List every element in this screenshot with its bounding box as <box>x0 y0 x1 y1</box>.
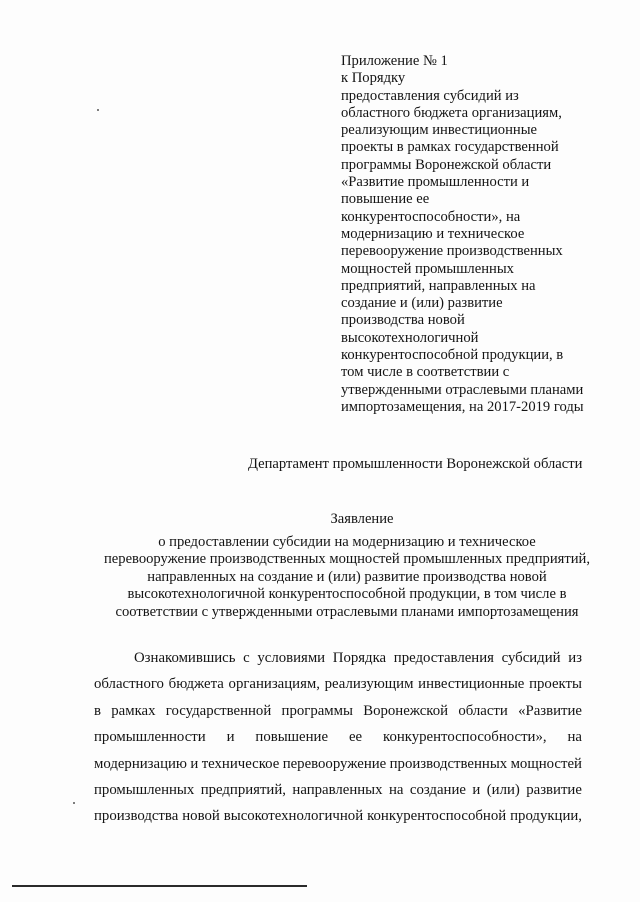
body-word: государственной <box>165 702 272 719</box>
body-word: бюджета <box>168 676 224 693</box>
body-word: модернизацию <box>94 755 187 772</box>
subtitle-line: направленных на создание и (или) развитие производства новой <box>147 568 547 585</box>
subtitle-line: о предоставлении субсидии на модернизацию и техническое <box>158 534 536 550</box>
appendix-line: предоставления субсидий из <box>341 87 519 104</box>
department-name: Департамент промышленности Воронежской области <box>248 456 583 472</box>
body-word: предприятий, <box>200 782 286 799</box>
body-word: повышение <box>255 729 329 746</box>
appendix-line: модернизацию и техническое <box>341 225 525 242</box>
body-word: перевооружение <box>282 755 387 772</box>
body-word: в <box>94 702 101 719</box>
body-word: Ознакомившись <box>134 650 236 666</box>
body-word: из <box>568 650 582 666</box>
body-word: условиями <box>257 650 326 666</box>
appendix-line: к Порядку <box>341 70 406 87</box>
appendix-header <box>341 53 611 416</box>
body-word: субсидий <box>501 650 561 666</box>
body-line <box>94 777 582 803</box>
body-word: конкурентоспособной <box>367 808 507 825</box>
body-word: и <box>226 729 235 746</box>
body-word: создание <box>409 782 466 799</box>
body-word: производства <box>94 808 179 825</box>
appendix-line: конкурентоспособной продукции, в <box>341 347 564 364</box>
body-word: областного <box>94 676 164 693</box>
body-word: проекты <box>529 676 582 693</box>
body-word: организациям, <box>228 676 320 693</box>
appendix-line: утвержденными отраслевыми планами <box>341 381 584 398</box>
document-title: Заявление <box>330 511 394 527</box>
body-word: предоставления <box>393 650 494 666</box>
appendix-line: создание и (или) развитие <box>341 295 503 312</box>
body-word: и <box>190 755 199 772</box>
subtitle-line: перевооружение производственных мощностей промышленных предприятий, <box>103 551 590 568</box>
appendix-line: предприятий, направленных на <box>341 277 536 294</box>
appendix-line: повышение ее <box>341 191 430 208</box>
body-word: с <box>243 650 250 666</box>
scan-speck <box>73 802 75 804</box>
body-word: (или) <box>486 782 520 799</box>
body-word: направленных <box>292 782 383 799</box>
body-word: Воронежской <box>363 702 449 719</box>
body-line <box>94 803 582 829</box>
appendix-line: мощностей промышленных <box>341 260 514 277</box>
appendix-line: импортозамещения, на 2017-2019 годы <box>341 398 584 415</box>
body-word: новой <box>182 808 220 825</box>
body-word: на <box>388 782 404 799</box>
appendix-line: реализующим инвестиционные <box>341 122 537 139</box>
appendix-line: областного бюджета организациям, <box>341 104 562 121</box>
body-word: рамках <box>111 702 156 719</box>
body-word: «Развитие <box>518 702 582 719</box>
body-word: высокотехнологичной <box>223 808 364 825</box>
body-word: ее <box>348 729 363 746</box>
body-word: на <box>567 729 582 746</box>
body-word: реализующим <box>324 676 414 693</box>
appendix-line: «Развитие промышленности и <box>341 174 530 191</box>
appendix-line: производства новой <box>341 312 465 329</box>
appendix-line: перевооружение производственных <box>341 243 563 260</box>
appendix-line: проекты в рамках государственной <box>341 139 559 156</box>
footer-rule <box>12 885 307 887</box>
body-word: программы <box>281 702 353 719</box>
body-word: промышленности <box>94 729 206 746</box>
body-word: промышленных <box>94 782 195 799</box>
body-line <box>94 645 582 671</box>
subtitle-line: соответствии с утвержденными отраслевыми планами импортозамещения <box>115 603 579 620</box>
body-word: инвестиционные <box>418 676 525 693</box>
body-word: техническое <box>201 755 280 772</box>
appendix-line: том числе в соответствии с <box>341 364 510 381</box>
body-word: развитие <box>526 782 582 799</box>
body-paragraph <box>94 645 582 830</box>
body-word: производственных <box>389 755 508 772</box>
body-word: мощностей <box>510 755 582 772</box>
body-line <box>94 671 582 697</box>
subtitle-line: высокотехнологичной конкурентоспособной продукции, в том числе в <box>127 586 567 603</box>
appendix-line: конкурентоспособности», на <box>341 208 521 225</box>
appendix-line: Приложение № 1 <box>341 53 448 69</box>
body-word: продукции, <box>510 808 582 825</box>
body-word: области <box>458 702 508 719</box>
body-line <box>94 698 582 724</box>
body-word: конкурентоспособности», <box>383 729 547 746</box>
body-line <box>94 724 582 750</box>
body-line <box>94 751 582 777</box>
appendix-line: высокотехнологичной <box>341 329 479 346</box>
document-subtitle <box>80 534 614 621</box>
body-word: и <box>472 782 481 799</box>
body-word: Порядка <box>332 650 387 666</box>
appendix-line: программы Воронежской области <box>341 156 552 173</box>
scan-speck <box>97 109 99 111</box>
